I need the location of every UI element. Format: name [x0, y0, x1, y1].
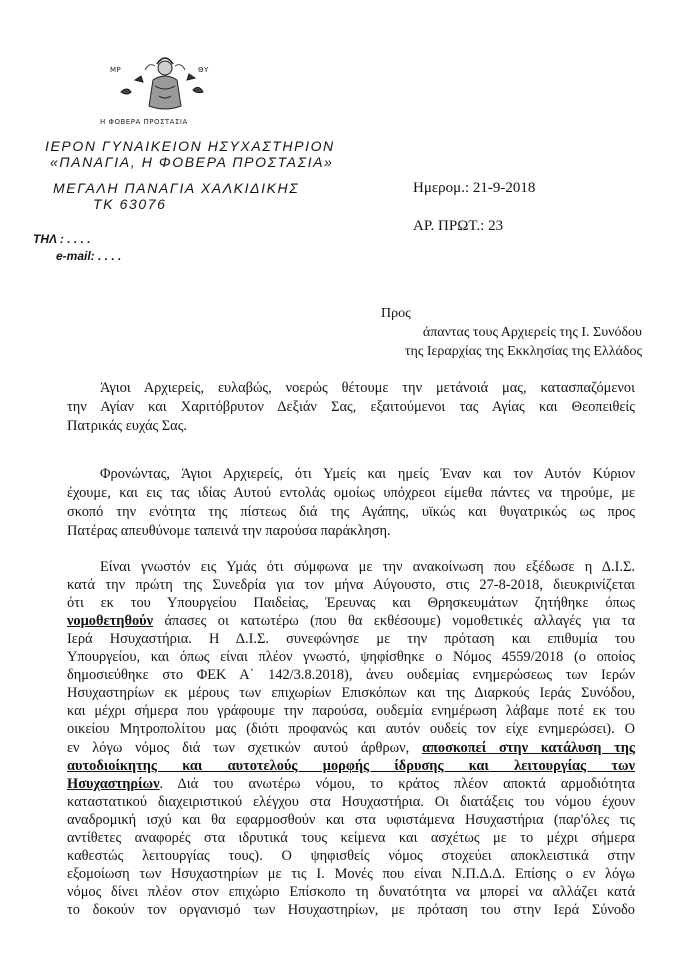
paragraph-3-line: Υπουργείου, και όπως είναι πλέον γνωστό, ψηφίσθηκε ο Νόμος 4559/2018 (ο οποίος — [67, 649, 635, 665]
paragraph-3-line — [67, 613, 635, 629]
theotokos-seal-icon — [105, 40, 225, 120]
paragraph-3-line — [67, 776, 635, 792]
paragraph-3-line: νόμος δίνει πλέον στον επιχώριο Επίσκοπο τη δυνατότητα να μπορεί να αλλάζει κατά — [67, 884, 635, 900]
seal-mark-left: ΜΡ — [110, 66, 122, 74]
paragraph-3-line: Ησυχαστηρίων εκ μέρους των επιχωρίων Επισκόπων και της Διαρκούς Ιεράς Συνόδου, — [67, 685, 635, 701]
paragraph-3-line: δημοσιεύθηκε στο ΦΕΚ Α΄ 142/3.8.2018), άνευ ουδεμίας ενημερώσεως των Ιερών — [67, 667, 635, 683]
paragraph-3-line — [67, 758, 635, 774]
paragraph-3-line — [67, 740, 635, 756]
paragraph-3-line: οικείου Μητροπολίτου μας (διότι προφανώς και αυτόν ουδείς τον είχε ενημερώσει). Ο — [67, 721, 635, 737]
emphasis-legislate: νομοθετηθούν — [67, 613, 154, 629]
paragraph-3-line: καθεστώς λειτουργίας τους). Ο ψηφισθείς νόμος στοχεύει αποκλειστικά στην — [67, 848, 635, 864]
recipient-to: Προς — [381, 306, 411, 321]
paragraph-3-line: Είναι γνωστόν εις Υμάς ότι σύμφωνα με την ανακοίνωση που εξέδωσε η Δ.Ι.Σ. — [100, 559, 635, 575]
paragraph-3-fragment: εν λόγω νόμος διά των σχετικών αυτού άρθρων, — [67, 740, 422, 756]
monastery-name: ΙΕΡΟΝ ΓΥΝΑΙΚΕΙΟΝ ΗΣΥΧΑΣΤΗΡΙΟΝ — [45, 138, 335, 154]
paragraph-1-line: Πατρικάς ευχάς Σας. — [67, 418, 188, 434]
paragraph-3-line: αντίθετες αναφορές στα ιδρυτικά τους κείμενα και ασχέτως με το μέχρι σήμερα — [67, 830, 635, 846]
paragraph-3-line: αναδρομική ισχύ και θα εφαρμοσθούν και στα υφιστάμενα Ησυχαστήρια (παρ'όλες τις — [67, 812, 635, 828]
monastery-postcode: ΤΚ 63076 — [93, 196, 167, 212]
email-line: e-mail: . . . . — [56, 249, 122, 263]
paragraph-2-line: σκοπό την ενότητα της πίστεως διά της Αγάπης, υϊκώς και θυγατρικώς ως προς — [67, 504, 635, 520]
paragraph-3-line: το δοκούν τον οργανισμό των Ησυχαστηρίων, με πρόταση του στην Ιερά Σύνοδο — [67, 902, 635, 918]
phone-line: ΤΗΛ : . . . . — [33, 232, 91, 246]
paragraph-3-line: κατά την πρώτη της Συνεδρία για τον μήνα Αύγουστο, στις 27-8-2018, διευκρινίζεται — [67, 577, 635, 593]
paragraph-1-line: την Αγίαν και Χαριτόβρυτον Δεξιάν Σας, εξαιτούμενοι τας Αγίας και Θεοπειθείς — [67, 399, 635, 415]
emphasis-dissolution: αποσκοπεί στην κατάλυση της — [421, 740, 636, 756]
paragraph-3-line: εξομοίωση των Ησυχαστηρίων με τις Ι. Μονές που είναι Ν.Π.Δ.Δ. Επίσης ο εν λόγω — [67, 866, 635, 882]
paragraph-3-line: ότι εκ του Υπουργείου Παιδείας, Έρευνας και Θρησκευμάτων ζητήθηκε όπως — [67, 595, 635, 611]
recipient-line-2: της Ιεραρχίας της Εκκλησίας της Ελλάδος — [404, 344, 642, 359]
protocol-number: ΑΡ. ΠΡΩΤ.: 23 — [413, 218, 504, 234]
paragraph-3-line: καταστατικού διαχειριστικού ελέγχου στα Ησυχαστήρια. Οι διατάξεις του νόμου έχουν — [67, 794, 635, 810]
paragraph-2-line: έχουμε, και εις τας ιδίας Αυτού εντολάς ομοίως υπόχρεοι είμεθα πάντες να τηρούμε, με — [67, 485, 635, 501]
monastery-title: «ΠΑΝΑΓΙΑ, Η ΦΟΒΕΡΑ ΠΡΟΣΤΑΣΙΑ» — [50, 154, 334, 170]
seal-caption-left: Η ΦΟΒΕΡΑ ΠΡΟΣΤΑΣΙΑ — [100, 118, 188, 126]
emphasis-self-governing: αυτοδιοίκητης και αυτοτελούς μορφής ίδρυσης και λειτουργίας των — [67, 758, 635, 774]
paragraph-1-line: Άγιοι Αρχιερείς, ευλαβώς, νοερώς θέτουμε την μετάνοιά μας, κατασπαζόμενοι — [100, 380, 635, 396]
recipient-line-1: άπαντας τους Αρχιερείς της Ι. Συνόδου — [422, 325, 642, 340]
monastery-location: ΜΕΓΑΛΗ ΠΑΝΑΓΙΑ ΧΑΛΚΙΔΙΚΗΣ — [53, 180, 300, 196]
seal-mark-right: ΘΥ — [198, 66, 209, 74]
paragraph-2-line: Πατέρας απευθύνομε ταπεινά την παρούσα παράκληση. — [67, 523, 391, 539]
paragraph-3-fragment: . Διά του ανωτέρω νόμου, το κράτος πλέον αποκτά αρμοδιότητα — [159, 776, 635, 792]
paragraph-3-fragment: άπασες οι κατωτέρω (που θα εκθέσουμε) νομοθετικές αλλαγές για τα — [153, 613, 635, 629]
document-date: Ημερομ.: 21-9-2018 — [413, 180, 536, 196]
paragraph-3-line: και μέχρι σήμερα που γράφουμε την παρούσα, ουδεμία ενημέρωση λάβαμε ποτέ εκ του — [67, 703, 635, 719]
paragraph-3-line: Ιερά Ησυχαστήρια. Η Δ.Ι.Σ. συνεφώνησε με την πρόταση και επιθυμία του — [67, 631, 635, 647]
emphasis-hermitages: Ησυχαστηρίων — [67, 776, 160, 792]
paragraph-2-line: Φρονώντας, Άγιοι Αρχιερείς, ότι Υμείς και ημείς Έναν και τον Αυτόν Κύριον — [100, 466, 635, 482]
